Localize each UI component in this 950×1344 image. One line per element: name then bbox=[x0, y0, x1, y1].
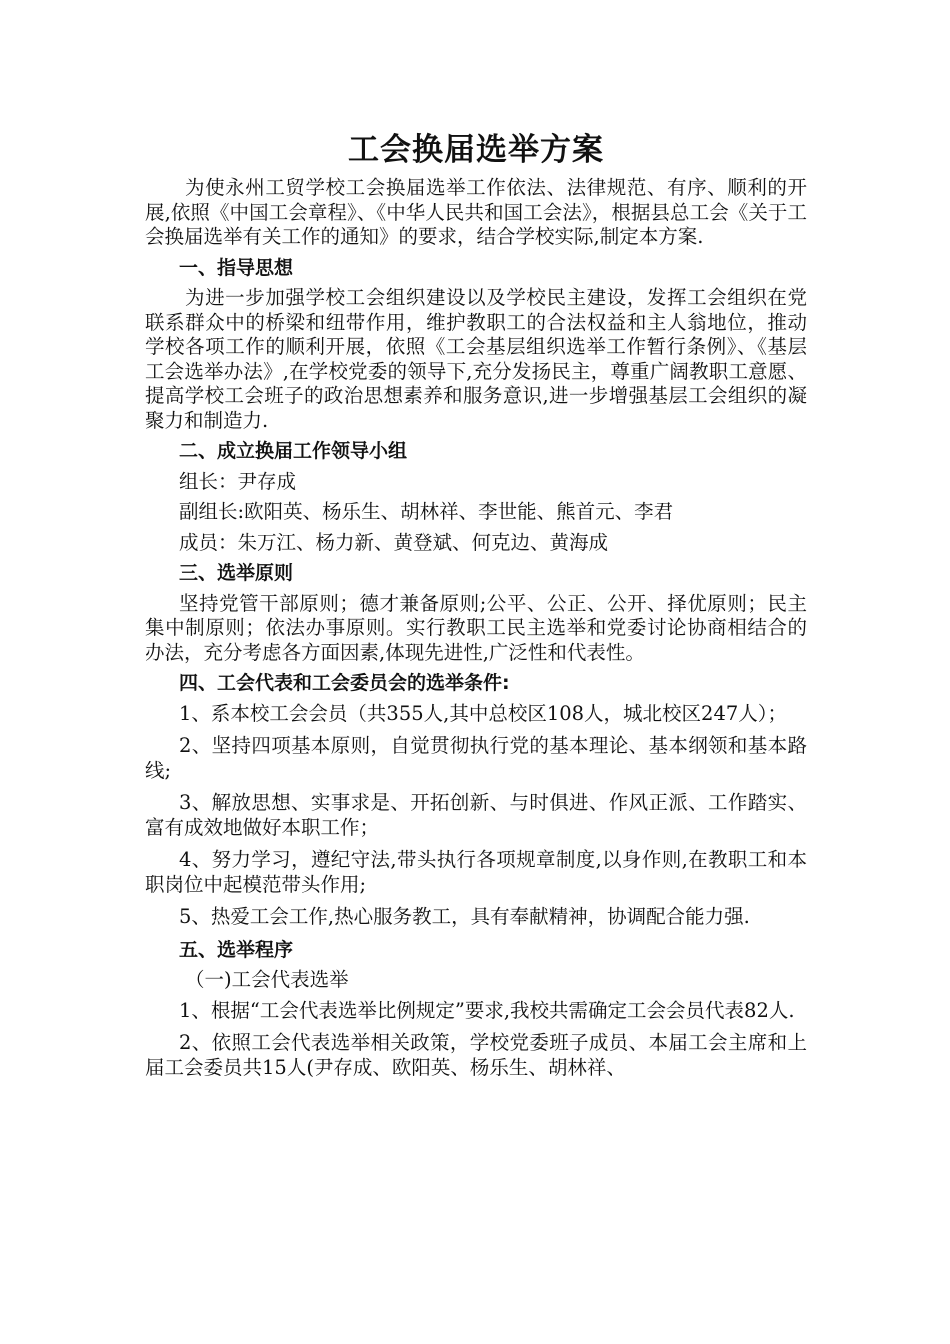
condition-item: 4、努力学习，遵纪守法,带头执行各项规章制度,以身作则,在教职工和本职岗位中起模范带头作用; bbox=[145, 848, 807, 896]
section-heading-leadership-group: 二、成立换届工作领导小组 bbox=[179, 440, 408, 462]
document-title: 工会换届选举方案 bbox=[348, 132, 604, 168]
members-line: 成员：朱万江、杨力新、黄登斌、何克边、黄海成 bbox=[179, 530, 609, 554]
subsection-heading-representative-election: （一)工会代表选举 bbox=[185, 968, 349, 991]
procedure-item: 2、依照工会代表选举相关政策，学校党委班子成员、本届工会主席和上届工会委员共15人(尹存成、欧阳英、杨乐生、胡林祥、 bbox=[145, 1031, 807, 1079]
intro-paragraph: 为使永州工贸学校工会换届选举工作依法、法律规范、有序、顺利的开展,依照《中国工会章程》、《中华人民共和国工会法》，根据县总工会《关于工会换届选举有关工作的通知》的要求，结合学校实际,制定本方案. bbox=[145, 176, 807, 248]
guiding-ideology-paragraph: 为进一步加强学校工会组织建设以及学校民主建设，发挥工会组织在党联系群众中的桥梁和纽带作用，维护教职工的合法权益和主人翁地位，推动学校各项工作的顺利开展，依照《工会基层组织选举工作暂行条例》、《基层工会选举办法》,在学校党委的领导下,充分发扬民主，尊重广阔教职工意愿、提高学校工会班子的政治思想素养和服务意识,进一步增强基层工会组织的凝聚力和制造力. bbox=[145, 286, 807, 432]
section-heading-election-procedure: 五、选举程序 bbox=[179, 938, 294, 961]
deputy-leader-line: 副组长:欧阳英、杨乐生、胡林祥、李世能、熊首元、李君 bbox=[179, 500, 674, 523]
group-leader-line: 组长：尹存成 bbox=[179, 469, 297, 493]
condition-item: 1、系本校工会会员（共355人,其中总校区108人，城北校区247人）； bbox=[179, 701, 788, 725]
condition-item: 2、坚持四项基本原则，自觉贯彻执行党的基本理论、基本纲领和基本路线; bbox=[145, 734, 807, 782]
section-heading-election-principles: 三、选举原则 bbox=[179, 562, 294, 584]
section-heading-guiding-ideology: 一、指导思想 bbox=[179, 256, 294, 279]
condition-item: 5、热爱工会工作,热心服务教工，具有奉献精神，协调配合能力强. bbox=[179, 905, 750, 928]
section-heading-election-conditions: 四、工会代表和工会委员会的选举条件: bbox=[179, 672, 510, 694]
procedure-item: 1、根据“工会代表选举比例规定”要求,我校共需确定工会会员代表82人. bbox=[179, 998, 795, 1022]
election-principles-paragraph: 坚持党管干部原则；德才兼备原则;公平、公正、公开、择优原则；民主集中制原则；依法办事原则。实行教职工民主选举和党委讨论协商相结合的办法，充分考虑各方面因素,体现先进性,广泛性和代表性。 bbox=[145, 591, 807, 664]
condition-item: 3、解放思想、实事求是、开拓创新、与时俱进、作风正派、工作踏实、富有成效地做好本职工作； bbox=[145, 791, 807, 839]
document-page bbox=[145, 128, 807, 1088]
